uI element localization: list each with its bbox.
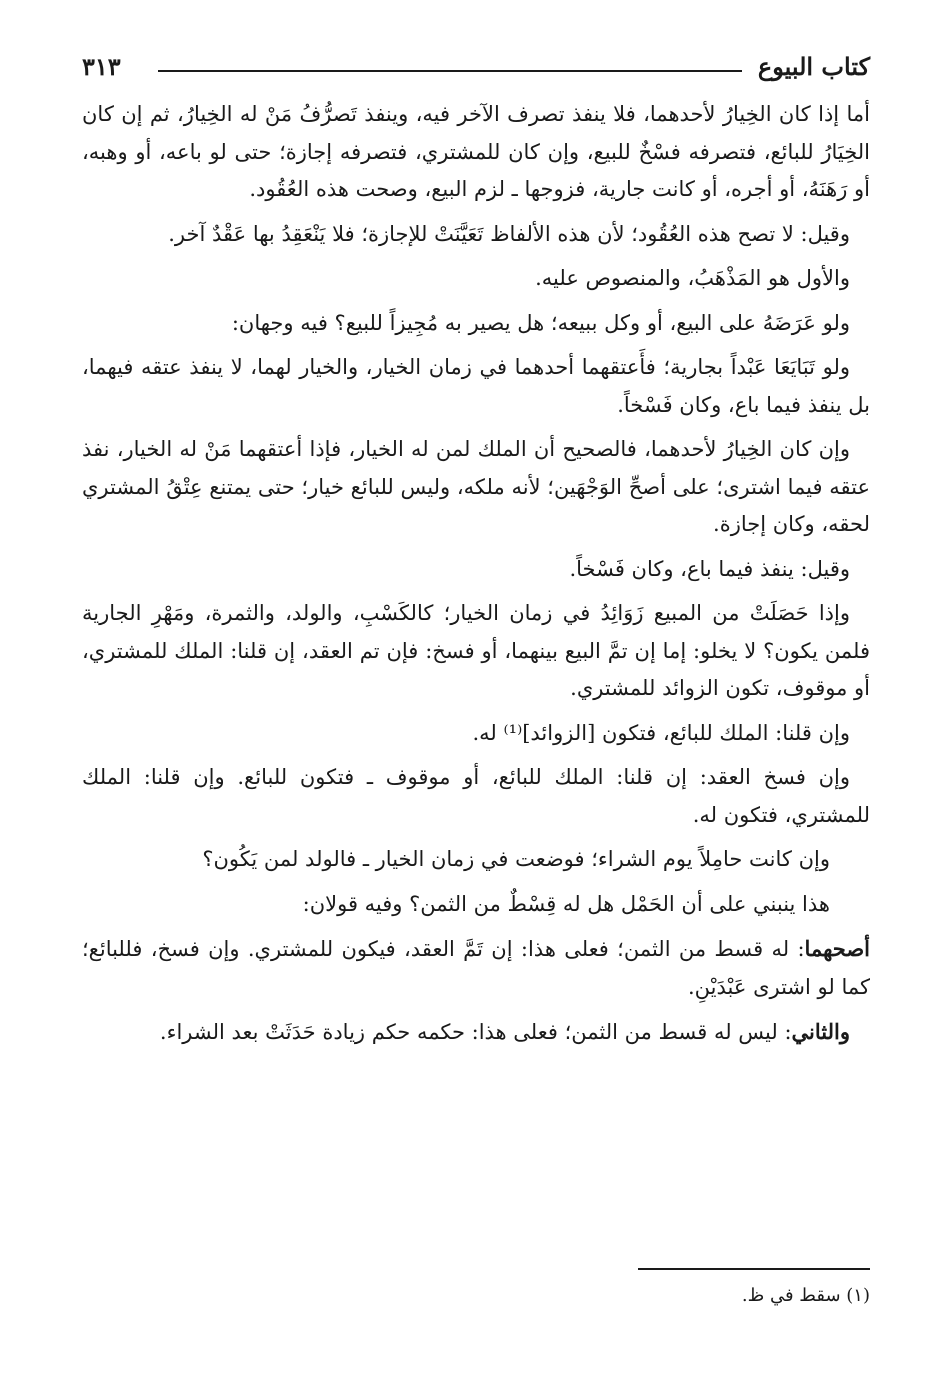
paragraph-text: والأول هو المَذْهَبُ، والمنصوص عليه. [535,266,850,290]
chapter-title: كتاب البيوع [757,52,870,81]
paragraph-text: وإن كانت حامِلاً يوم الشراء؛ فوضعت في زمان الخيار ـ فالولد لمن يَكُون؟ [202,847,830,871]
paragraph [82,96,870,209]
paragraph [82,841,870,879]
running-header [82,48,870,88]
paragraph-text: : له قسط من الثمن؛ فعلى هذا: إن تَمَّ العقد، فيكون للمشتري. وإن فسخ، فللبائع؛ كما لو اشترى عَبْدَيْنِ. [82,937,870,999]
paragraph-text: وقيل: لا تصح هذه العُقُود؛ لأن هذه الألفاظ تَعَيَّنَتْ للإجازة؛ فلا يَنْعَقِدُ بها عَقْدٌ آخر. [168,221,850,246]
paragraph-text: وإن كان الخِيارُ لأحدهما، فالصحيح أن الملك لمن له الخيار، فإذا أعتقهما مَنْ له الخيار، نفذ عتقه فيما اشترى؛ على أصحِّ الوَجْهَين؛ لأنه ملكه، وليس للبائع خيار؛ حتى يمتنع عِتْقُ المشتري لحقه، وكان إجازة. [82,437,870,536]
header-rule [158,70,742,72]
paragraph-lead: أصحهما [804,936,870,961]
paragraph-lead: والثاني [791,1019,850,1044]
paragraph-text: ولو تَبَايَعَا عَبْداً بجارية؛ فأَعتقهما أحدهما في زمان الخيار، والخيار لهما، لا ينفذ عتقه فيهما، بل ينفذ فيما باع، وكان فَسْخاً. [82,355,870,417]
paragraph-text: : ليس له قسط من الثمن؛ فعلى هذا: حكمه حكم زيادة حَدَثَتْ بعد الشراء. [159,1020,792,1044]
paragraph [82,595,870,708]
paragraph [82,216,870,254]
paragraph-text: وإن فسخ العقد: إن قلنا: الملك للبائع، أو موقوف ـ فتكون للبائع. وإن قلنا: الملك للمشتري، فتكون له. [82,765,870,827]
footnote: (١) سقط في ظ. [741,1285,870,1306]
paragraph-text: وإذا حَصَلَتْ من المبيع زَوَائِدُ في زمان الخيار؛ كالكَسْبِ، والولد، والثمرة، ومَهْرِ الجارية فلمن يكون؟ لا يخلو: إما إن تمَّ البيع بينهما، أو فسخ: فإن تم العقد، إن قلنا: الملك للمشتري، أو موقوف، تكون الزوائد للمشتري. [82,601,870,700]
paragraph [82,1013,870,1052]
paragraph [82,759,870,834]
paragraph [82,715,870,753]
paragraph-text: وإن قلنا: الملك للبائع، فتكون [الزوائد]⁽¹⁾ له. [472,720,850,745]
page-number: ٣١٣ [82,52,121,81]
paragraph [82,886,870,924]
paragraph-text: أما إذا كان الخِيارُ لأحدهما، فلا ينفذ تصرف الآخر فيه، وينفذ تَصرُّفُ مَنْ له الخِيارُ، ثم إن كان الخِيَارُ للبائع، فتصرفه فسْخٌ للبيع، وإن كان للمشتري، فتصرفه إجازة؛ حتى لو باعه، أو وهبه، أو رَهَنَهُ، أو أجره، أو كانت جارية، فزوجها ـ لزم البيع، وصحت هذه العُقُود. [82,102,870,201]
paragraph [82,930,870,1006]
paragraph [82,431,870,544]
paragraph-text: هذا ينبني على أن الحَمْل هل له قِسْطٌ من الثمن؟ وفيه قولان: [302,891,830,916]
footnote-rule [638,1268,870,1270]
paragraph [82,305,870,343]
paragraph [82,551,870,589]
paragraph-text: وقيل: ينفذ فيما باع، وكان فَسْخاً. [569,556,850,581]
paragraph-text: ولو عَرَضَهُ على البيع، أو وكل ببيعه؛ هل يصير به مُجِيزاً للبيع؟ فيه وجهان: [231,310,850,335]
paragraph [82,260,870,298]
main-text [82,96,870,1059]
paragraph [82,349,870,424]
